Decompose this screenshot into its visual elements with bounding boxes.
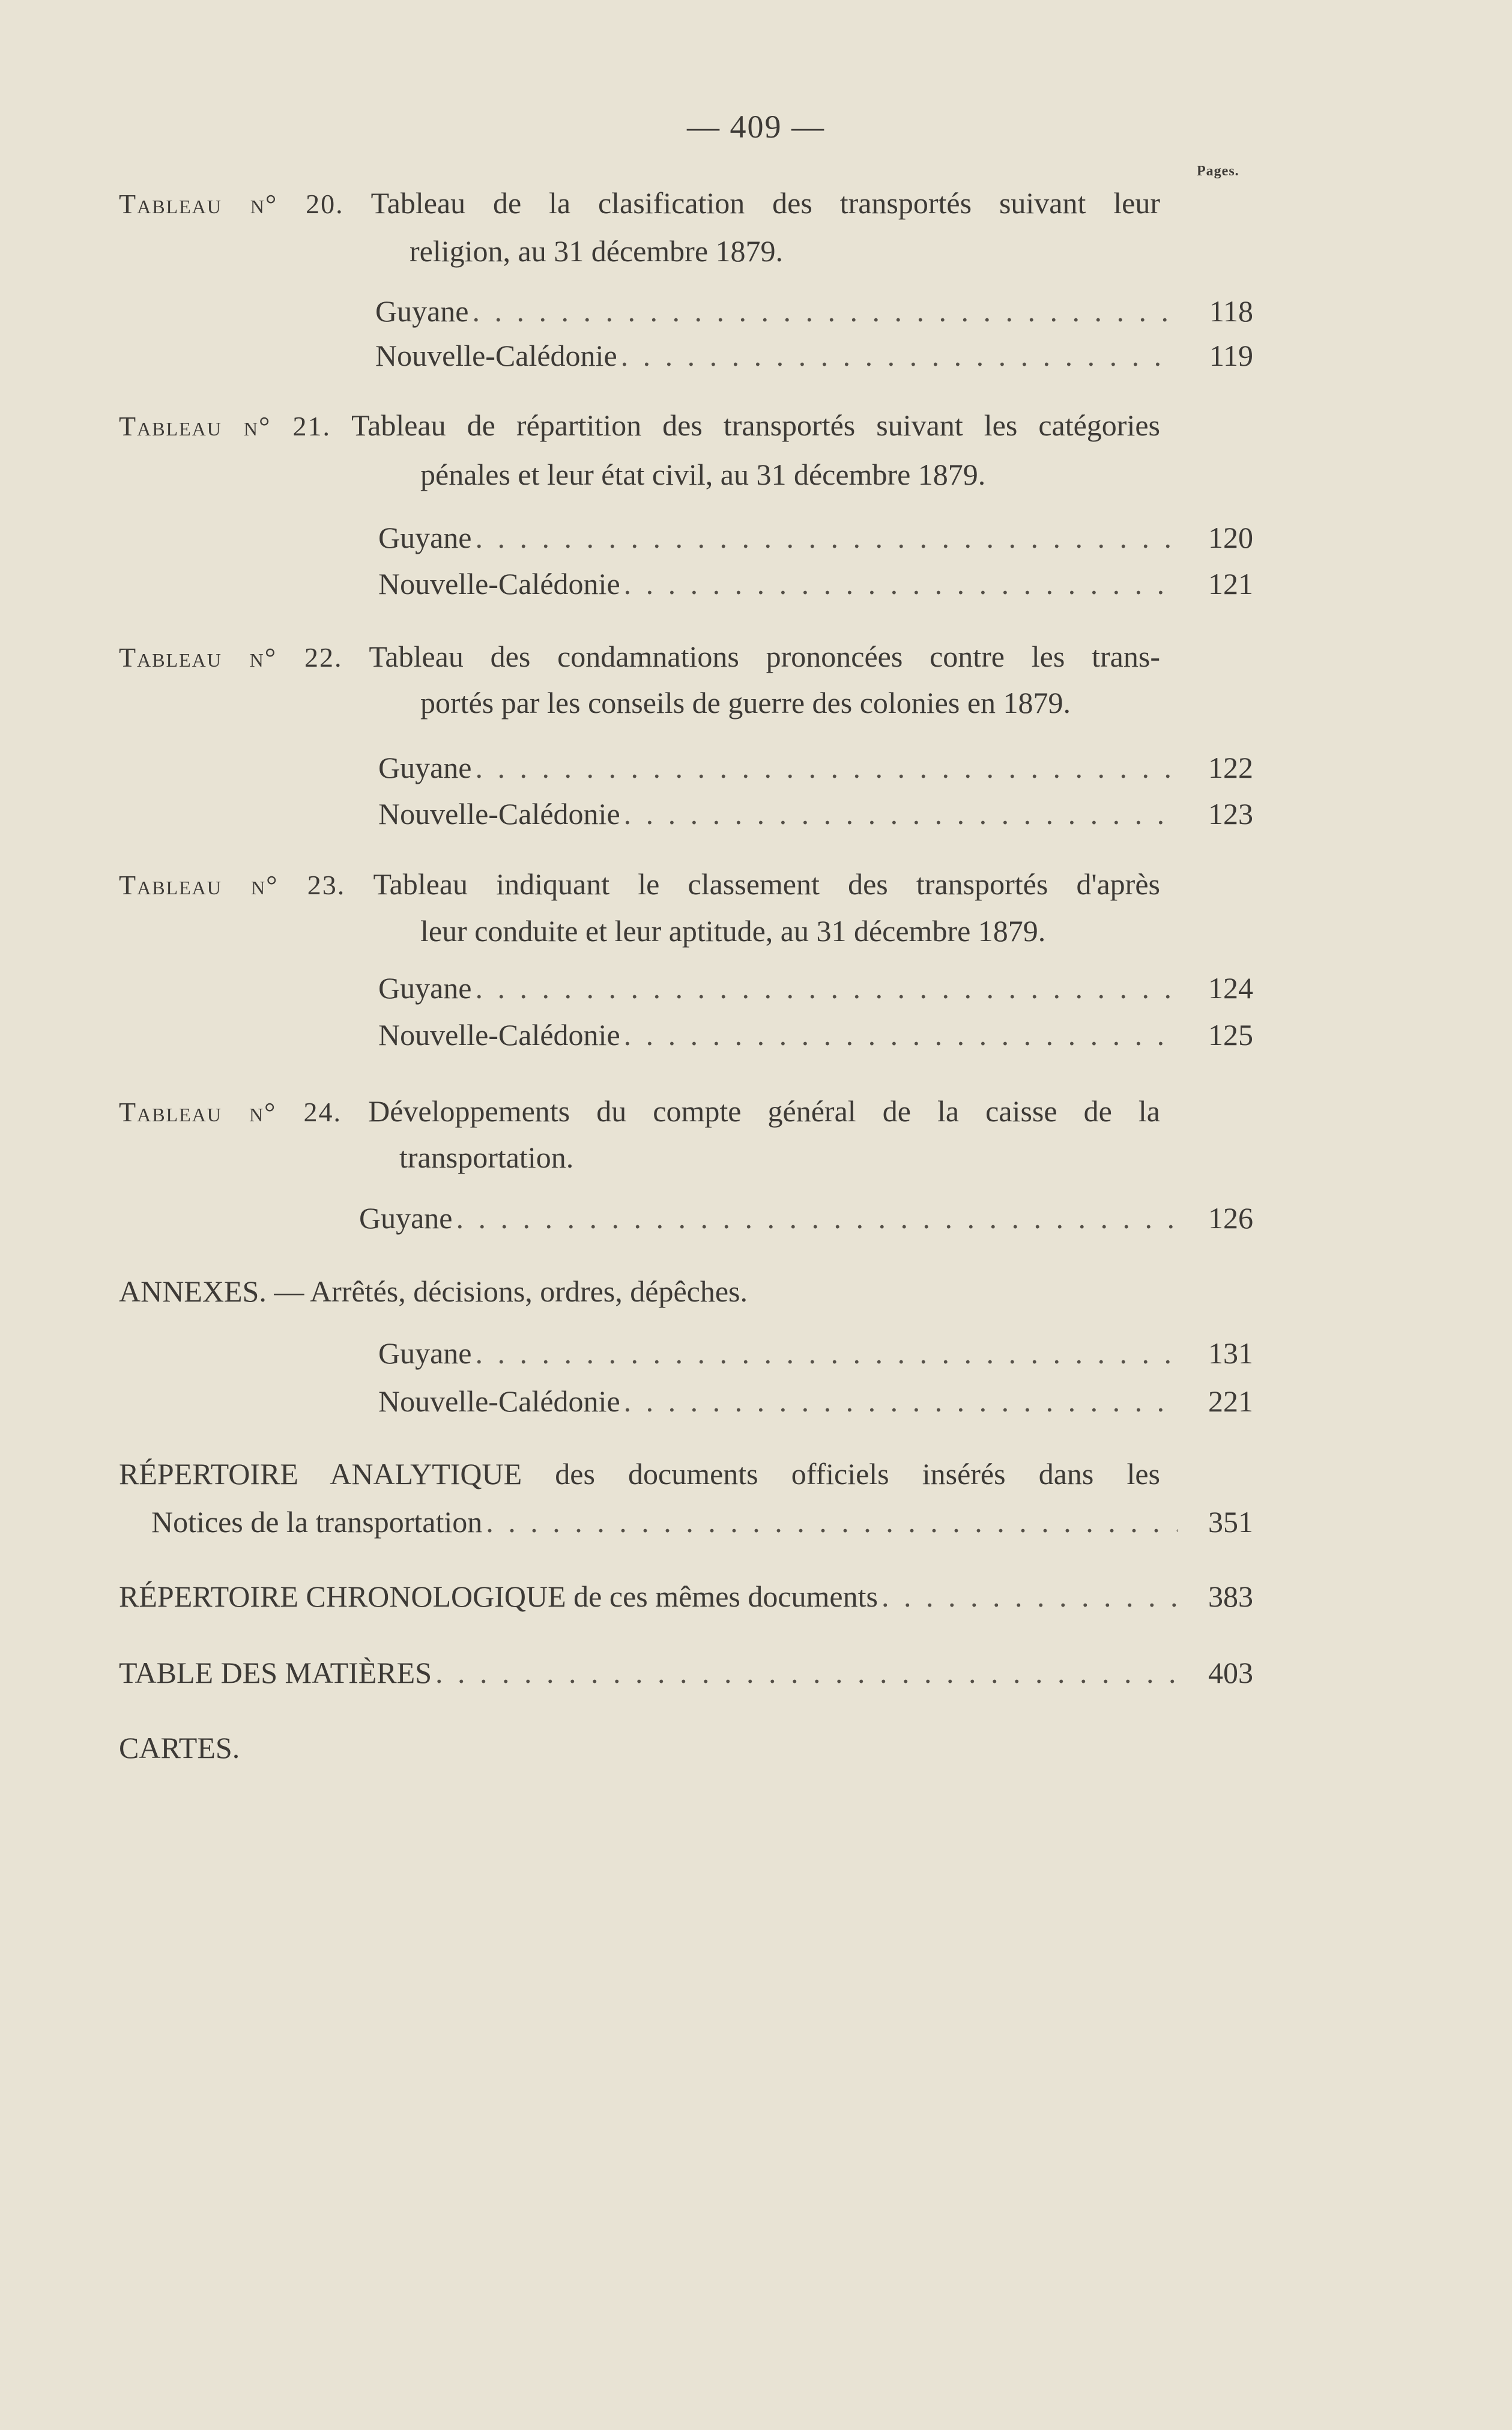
repertoire-analytique-line1: RÉPERTOIRE ANALYTIQUE des documents officiels insérés dans les <box>119 1457 1160 1491</box>
page-ref: 403 <box>1208 1656 1253 1689</box>
tableau-22-title-line2: portés par les conseils de guerre des colonies en 1879. <box>420 686 1071 720</box>
tableau-23-title-line1: Tableau indiquant le classement des transportés d'après <box>373 867 1160 901</box>
tableau-23-label: Tableau n° 23. <box>119 870 346 900</box>
tableau-24-title-line1: Développements du compte général de la caisse de la <box>368 1094 1160 1128</box>
tableau-23-heading <box>119 860 1160 909</box>
tableau-22-entry-nouvelle-caledonie: Nouvelle-Calédonie . . . 123 <box>378 790 1253 838</box>
tableau-24-heading <box>119 1087 1160 1136</box>
tableau-20-entry-nouvelle-caledonie: Nouvelle-Calédonie . . . 119 <box>375 332 1253 380</box>
page-ref: 383 <box>1208 1580 1253 1613</box>
tableau-21-entry-guyane: Guyane . . . 120 <box>378 514 1253 562</box>
page-number: — 409 — <box>687 109 825 145</box>
tableau-20-title-line2: religion, au 31 décembre 1879. <box>410 234 784 268</box>
tableau-20-heading <box>119 179 1160 228</box>
page-ref: 123 <box>1208 797 1253 831</box>
tableau-24-entry-guyane: Guyane . . . 126 <box>359 1194 1253 1242</box>
page-ref: 351 <box>1208 1505 1253 1539</box>
table-des-matieres-entry: TABLE DES MATIÈRES . . . 403 <box>119 1649 1253 1697</box>
tableau-21-heading <box>119 401 1160 450</box>
page-ref: 118 <box>1209 294 1253 328</box>
tableau-24-title-line2: transportation. <box>399 1141 574 1174</box>
page-ref: 122 <box>1208 751 1253 784</box>
annexes-entry-guyane: Guyane . . . 131 <box>378 1329 1253 1377</box>
page-ref: 131 <box>1208 1336 1253 1370</box>
tableau-20-title-line1: Tableau de la clasification des transportés suivant leur <box>370 186 1160 220</box>
tableau-21-title-line1: Tableau de répartition des transportés suivant les catégories <box>351 408 1160 442</box>
tableau-22-title-line1: Tableau des condamnations prononcées contre les trans- <box>369 640 1160 673</box>
tableau-20-entry-guyane: Guyane . . . 118 <box>375 287 1253 335</box>
tableau-23-entry-nouvelle-caledonie: Nouvelle-Calédonie . . . 125 <box>378 1011 1253 1059</box>
page-ref: 221 <box>1208 1384 1253 1418</box>
repertoire-chronologique-entry: RÉPERTOIRE CHRONOLOGIQUE de ces mêmes documents . . . 383 <box>119 1572 1253 1620</box>
page-ref: 124 <box>1208 971 1253 1005</box>
page-ref: 120 <box>1208 521 1253 554</box>
tableau-20-label: Tableau n° 20. <box>119 189 344 219</box>
tableau-22-entry-guyane: Guyane . . . 122 <box>378 744 1253 792</box>
tableau-24-label: Tableau n° 24. <box>119 1097 342 1127</box>
page-ref: 119 <box>1209 339 1253 372</box>
tableau-22-label: Tableau n° 22. <box>119 642 343 673</box>
tableau-21-label: Tableau n° 21. <box>119 411 331 441</box>
annexes-entry-nouvelle-caledonie: Nouvelle-Calédonie . . . 221 <box>378 1377 1253 1425</box>
annexes-heading: ANNEXES. — Arrêtés, décisions, ordres, dépêches. <box>119 1274 748 1308</box>
page-ref: 126 <box>1208 1201 1253 1235</box>
tableau-21-title-line2: pénales et leur état civil, au 31 décembre 1879. <box>420 458 986 491</box>
cartes-heading: CARTES. <box>119 1731 240 1765</box>
page-ref: 121 <box>1208 567 1253 601</box>
tableau-21-entry-nouvelle-caledonie: Nouvelle-Calédonie . . . 121 <box>378 560 1253 608</box>
page-ref: 125 <box>1208 1018 1253 1052</box>
tableau-23-title-line2: leur conduite et leur aptitude, au 31 décembre 1879. <box>420 914 1046 948</box>
tableau-22-heading <box>119 632 1160 682</box>
repertoire-analytique-entry: Notices de la transportation . . . 351 <box>151 1498 1253 1546</box>
pages-column-label: Pages. <box>1197 163 1239 179</box>
tableau-23-entry-guyane: Guyane . . . 124 <box>378 964 1253 1012</box>
